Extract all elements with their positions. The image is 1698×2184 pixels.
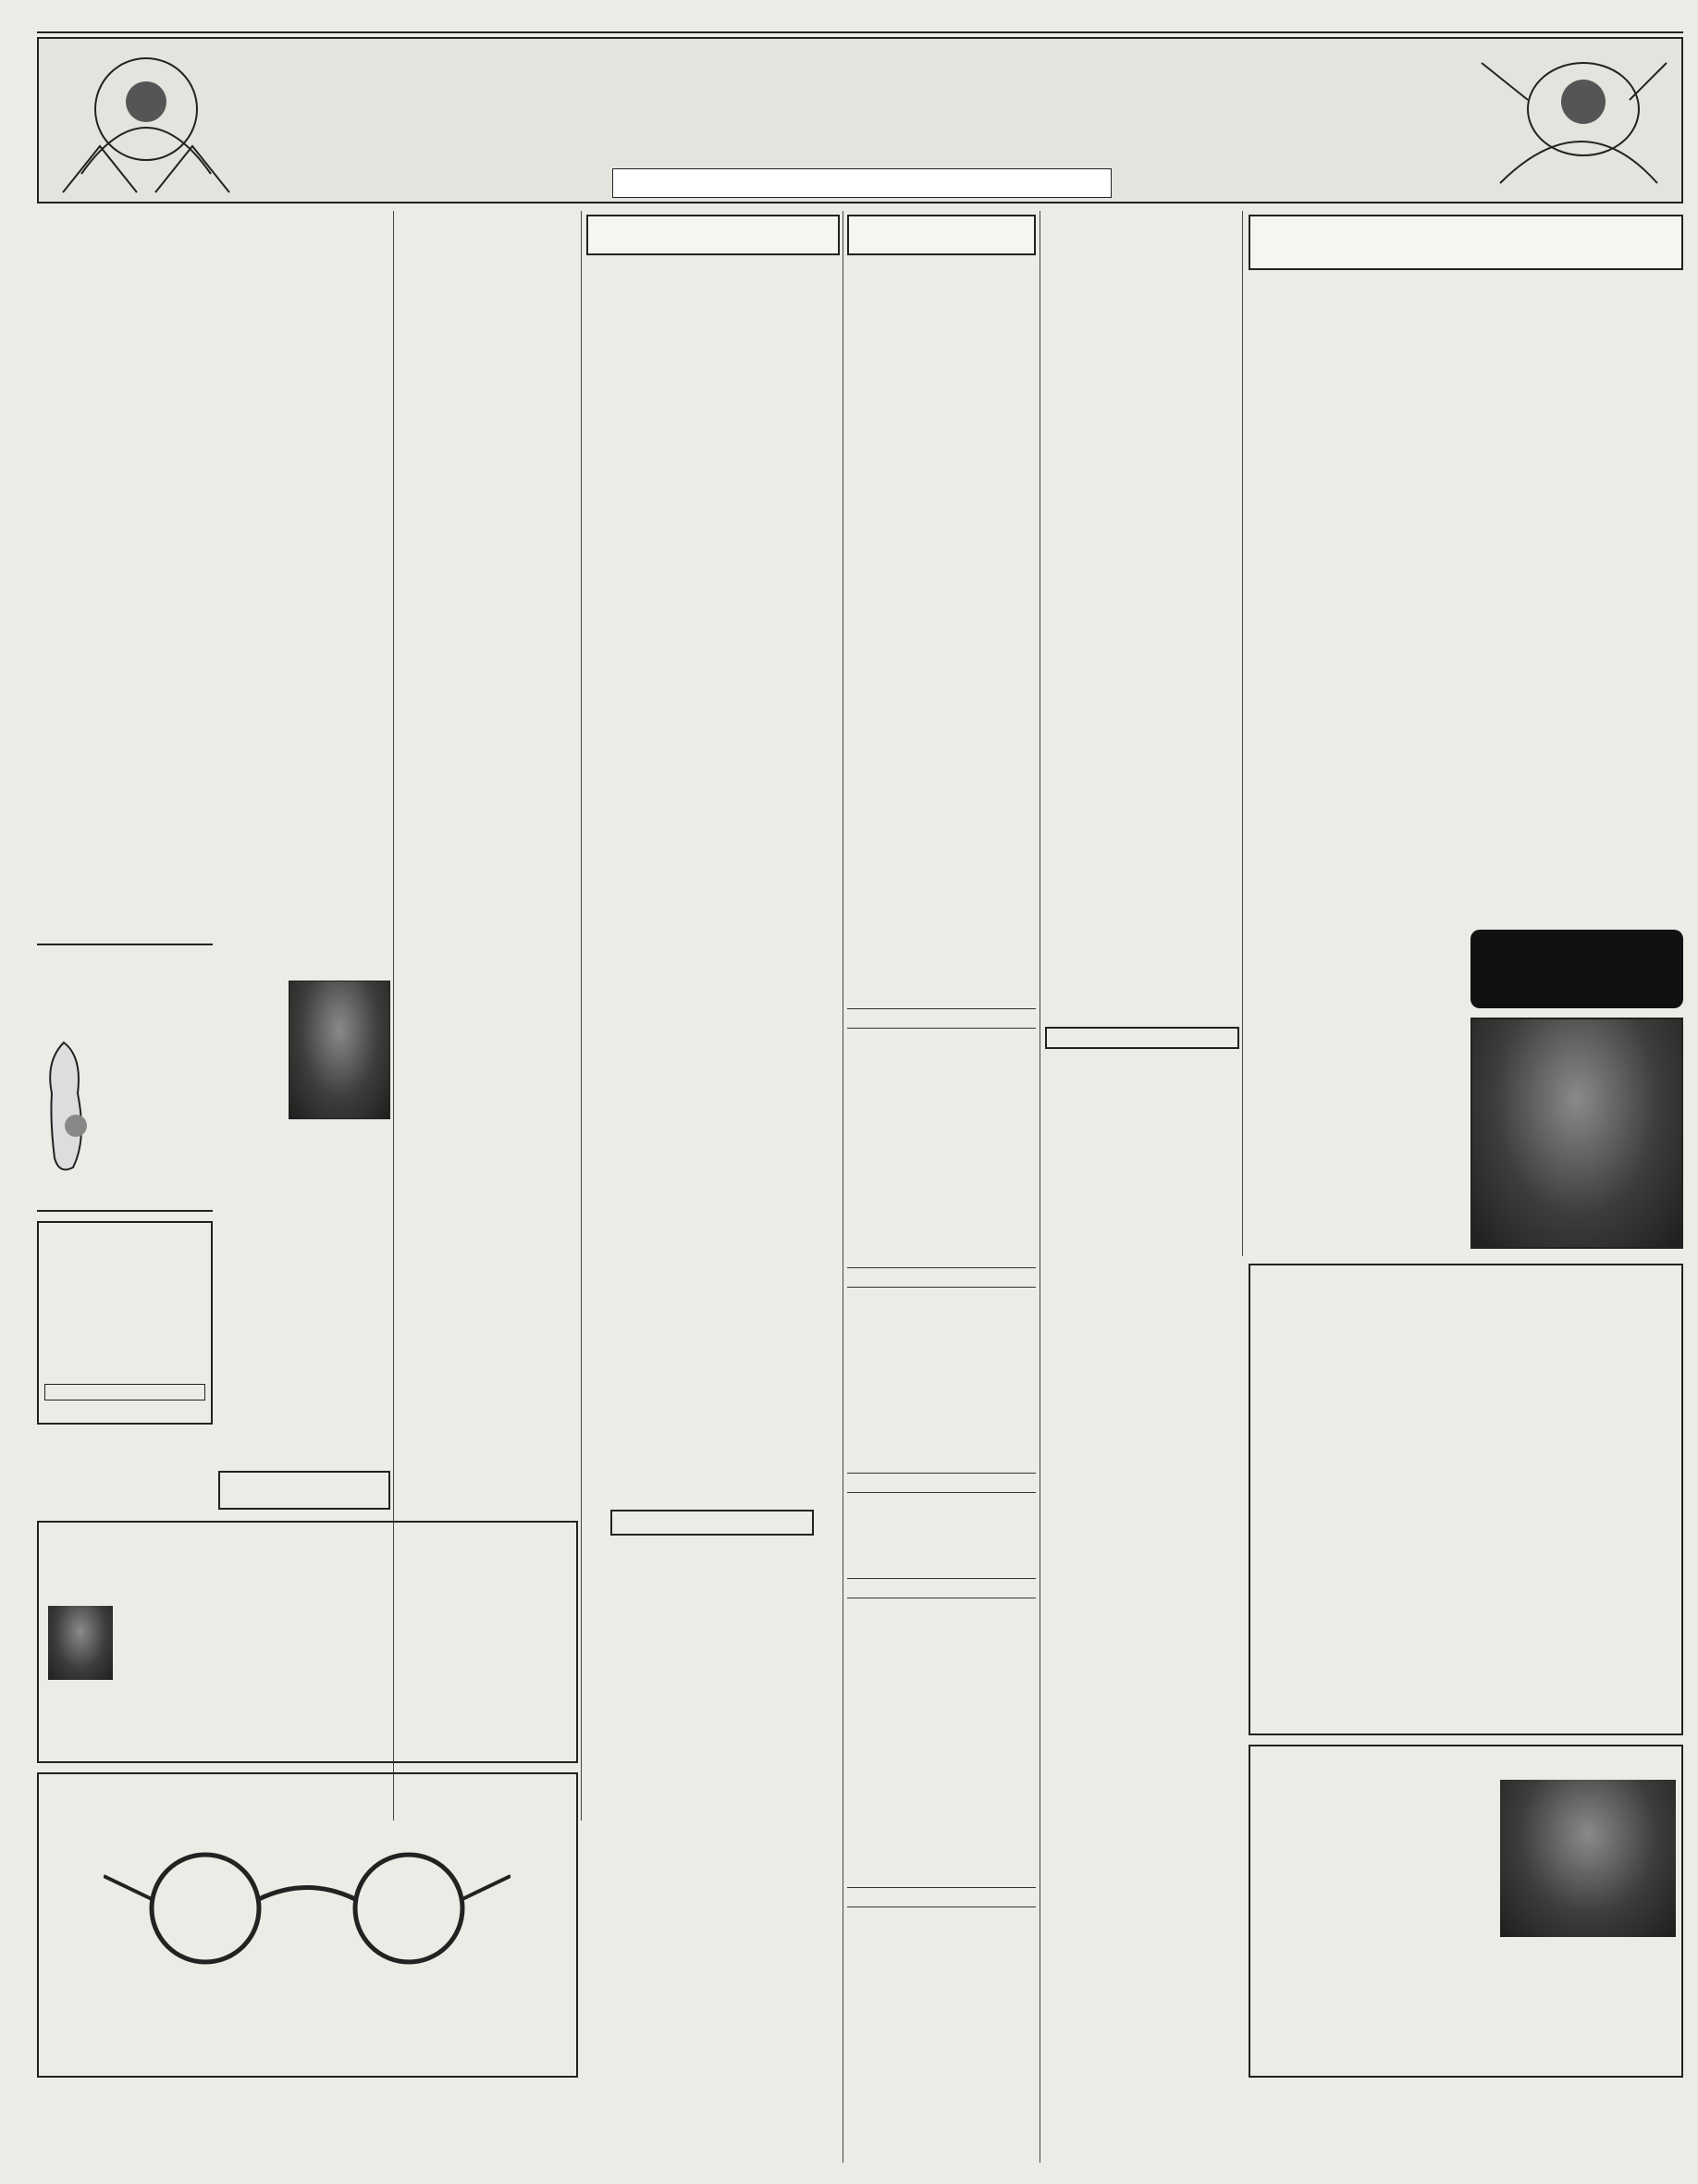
evangelist-text (847, 1032, 1036, 1245)
christmas-headline (401, 213, 575, 313)
liver-brand (1470, 933, 1683, 961)
walker-address (1287, 1708, 1454, 1728)
tribute-intro (218, 953, 283, 1193)
walker-shampoo (1263, 1423, 1485, 1443)
walker-grower (1250, 1476, 1681, 1500)
burke-lens-label (363, 1885, 455, 1931)
robinson-text (847, 1911, 1036, 2161)
glasses-word (168, 1972, 307, 2005)
dr-carter-text (120, 1606, 570, 1680)
burke-hours (39, 2064, 576, 2075)
lyceum-headline (1045, 1027, 1239, 1049)
carter-testimonial (46, 1711, 305, 1732)
walker-glossine-desc (1528, 1443, 1672, 1475)
walker-city (1482, 1708, 1667, 1728)
walker-grower-desc (1250, 1500, 1681, 1517)
churches-column (847, 261, 1036, 1001)
walker-four (1263, 1561, 1670, 1589)
clubs-header (586, 215, 840, 255)
masthead-title (252, 39, 1472, 168)
evangelist-headline (847, 1008, 1036, 1029)
bunions-try (37, 1016, 213, 1034)
dr-carter-photo (48, 1606, 113, 1680)
christmas-subhead (401, 319, 575, 384)
eighth-text (586, 1558, 840, 1808)
column-rule (1242, 211, 1243, 1256)
burke-lens-label (159, 1885, 252, 1931)
bunions-subtitle (37, 982, 213, 1014)
header-rule (37, 31, 1683, 35)
header-page-number (1563, 9, 1683, 30)
glasses-price (314, 1968, 416, 2005)
masthead (37, 37, 1683, 204)
burke-optical-ad (37, 1772, 578, 2078)
christmas-article (401, 389, 575, 1508)
tribute-text (218, 1199, 390, 1338)
idlewild-headline (1045, 1521, 1239, 1537)
lyceum-text (1045, 1055, 1239, 1295)
foot-illustration-icon (41, 1038, 96, 1177)
walker-portrait (1470, 1018, 1683, 1249)
walker-shampoo-desc (1263, 1443, 1485, 1475)
churches-header (847, 215, 1036, 255)
vincennes-hotel (39, 1297, 211, 1323)
churches-title (849, 216, 1034, 253)
liver-regulator-ad (1470, 930, 1683, 1008)
robinson-headline (847, 1887, 1036, 1907)
evanston-headline (847, 1578, 1036, 1598)
europe-text (847, 1497, 1036, 1571)
dr-carter-title (39, 1528, 576, 1602)
column-rule (581, 211, 582, 1820)
bethel-text (847, 1291, 1036, 1467)
dinner-dance-line (39, 1363, 211, 1380)
glasses-price-suffix (416, 1983, 453, 2002)
liver-size (1470, 983, 1683, 1004)
university-text (218, 1376, 390, 1465)
walker-renowned (1263, 1624, 1670, 1652)
walker-products (1263, 1593, 1670, 1621)
hostess-label (39, 1402, 211, 1423)
walker-glossine (1528, 1423, 1672, 1443)
hair-price-list (1258, 1987, 1493, 2002)
portrait-caption (289, 1121, 390, 1136)
masthead-decoration-left (44, 44, 248, 197)
dance-label (39, 1326, 211, 1347)
dinner-dance-title (39, 1230, 211, 1258)
walker-text (1263, 1306, 1670, 1389)
carter-testimonial (309, 1711, 570, 1732)
bunions-ad (37, 944, 213, 1212)
dr-carter-ad (37, 1521, 578, 1763)
bunions-company (39, 1178, 211, 1210)
header-date (37, 9, 407, 30)
orchestra-label (44, 1384, 205, 1400)
dinner-dance-line (39, 1347, 211, 1363)
eighth-regiment-headline (610, 1510, 814, 1536)
walker-use (1250, 1395, 1681, 1419)
walker-tetter-desc (1250, 1543, 1681, 1558)
advice-title (1250, 218, 1681, 250)
vamps-headline (1045, 1301, 1239, 1319)
society-column-1 (37, 300, 213, 938)
carter-specialty (178, 1750, 437, 1761)
bunions-title (37, 949, 213, 982)
evanston-text (847, 1602, 1036, 1880)
burke-company (39, 2033, 576, 2055)
hardware-headline (586, 1338, 840, 1354)
eighth-byline (586, 1541, 840, 1556)
advice-column-1 (1249, 276, 1461, 1256)
walker-title (1250, 1269, 1681, 1302)
hair-text (1258, 1826, 1493, 1983)
bethel-headline (847, 1267, 1036, 1288)
hair-grown-ad (1249, 1745, 1683, 2078)
walker-ad (1249, 1264, 1683, 1735)
eighth-footnote (586, 1811, 840, 1848)
bunions-text (98, 1038, 211, 1177)
hair-company (1258, 2054, 1674, 2072)
europe-headline (847, 1473, 1036, 1493)
carter-city (483, 1748, 570, 1761)
dinner-dance-ad (37, 1221, 213, 1425)
dinner-dance-line (39, 1277, 211, 1293)
portrait-photo (289, 981, 390, 1119)
clubs-title (588, 216, 838, 253)
liver-product (1470, 961, 1683, 983)
rooms-ad (218, 1471, 390, 1510)
walker-company (1250, 1680, 1681, 1706)
hair-subtitle (1258, 1780, 1489, 1822)
advice-byline (1250, 248, 1681, 268)
advice-column-2 (1470, 276, 1683, 923)
walker-tetter (1250, 1521, 1681, 1543)
idlewild-text (1045, 1539, 1239, 1687)
masthead-editor (612, 168, 1112, 198)
hair-photo (1500, 1780, 1676, 1937)
tribute-headline (218, 886, 390, 951)
choir-headline (586, 1173, 840, 1191)
hair-title (1250, 1750, 1681, 1776)
burke-headline (39, 1782, 576, 1846)
walker-booklet (1250, 1654, 1681, 1676)
university-headline (218, 1341, 390, 1375)
hair-prices (1258, 2004, 1493, 2050)
choir-text (586, 1193, 840, 1332)
masthead-decoration-right (1472, 44, 1676, 197)
churches-column-2 (1045, 215, 1239, 936)
header-paper-name (601, 4, 1101, 30)
society-column-2 (218, 213, 390, 879)
dinner-dance-line (39, 1260, 211, 1277)
vamps-text (1045, 1323, 1239, 1517)
tribute-text (289, 1140, 390, 1195)
carter-address (46, 1748, 194, 1761)
advice-header (1249, 215, 1683, 270)
hardware-text (586, 1356, 840, 1504)
clubs-column-left (586, 261, 840, 1167)
